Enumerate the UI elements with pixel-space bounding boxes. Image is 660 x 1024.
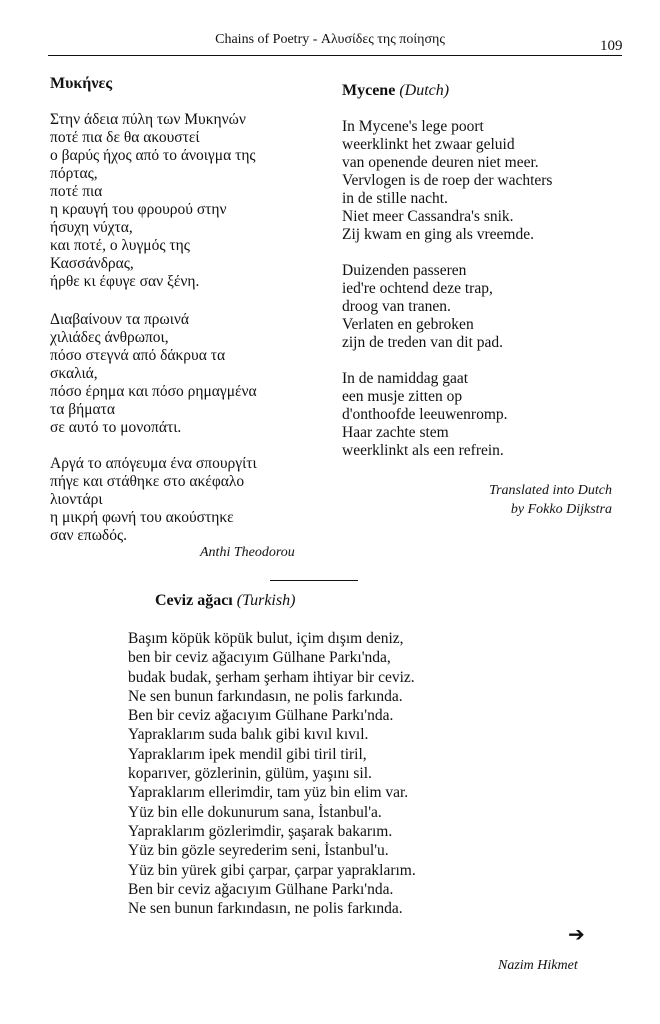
poem-line: Αργά το απόγευμα ένα σπουργίτι: [50, 455, 257, 472]
poem-line: Yapraklarım ipek mendil gibi tiril tiril,: [128, 745, 367, 763]
dutch-stanza-2: [342, 262, 503, 352]
poem-line: Vervlogen is de roep der wachters: [342, 172, 553, 189]
poem-line: ποτέ πια: [50, 183, 103, 200]
dutch-translator-credit: [420, 481, 612, 519]
poem-line: Duizenden passeren: [342, 262, 467, 279]
turkish-title-text: Ceviz ağacı: [155, 592, 233, 609]
dutch-stanza-1: [342, 118, 552, 244]
poem-line: πόρτας,: [50, 165, 98, 182]
poem-line: Yapraklarım gözlerimdir, şaşarak bakarım.: [128, 822, 393, 840]
poem-line: ποτέ πια δε θα ακουστεί: [50, 129, 200, 146]
greek-stanza-3: [50, 455, 257, 545]
poem-line: Yüz bin elle dokunurum sana, İstanbul'a.: [128, 803, 382, 821]
greek-stanza-1: [50, 111, 256, 291]
dutch-poem-title: [342, 82, 449, 100]
poem-line: droog van tranen.: [342, 298, 451, 315]
poem-line: koparıver, gözlerinin, gülüm, yaşını sil.: [128, 765, 372, 783]
header-rule: [48, 55, 622, 56]
poem-line: Niet meer Cassandra's snik.: [342, 208, 514, 225]
poem-line: Yapraklarım suda balık gibi kıvıl kıvıl.: [128, 726, 369, 744]
poem-line: Verlaten en gebroken: [342, 316, 474, 333]
greek-stanza-2: [50, 311, 257, 437]
turkish-author: Nazim Hikmet: [498, 958, 578, 973]
poem-line: και ποτέ, ο λυγμός της: [50, 237, 190, 254]
running-header: Chains of Poetry - Αλυσίδες της ποίησης: [215, 32, 445, 47]
poem-line: Yapraklarım ellerimdir, tam yüz bin elim var.: [128, 784, 409, 802]
poem-line: Ben bir ceviz ağacıyım Gülhane Parkı'nda.: [128, 707, 394, 725]
translator-credit-line: by Fokko Dijkstra: [510, 502, 612, 517]
poem-line: τα βήματα: [50, 401, 115, 418]
poem-line: λιοντάρι: [50, 491, 103, 508]
poem-line: een musje zitten op: [342, 388, 463, 405]
greek-poem-title: Μυκήνες: [50, 75, 113, 92]
poem-line: Zij kwam en ging als vreemde.: [342, 226, 534, 243]
poem-line: Διαβαίνουν τα πρωινά: [50, 311, 190, 328]
poem-line: Yüz bin yürek gibi çarpar, çarpar yapraklarım.: [128, 861, 416, 879]
poem-line: σαν επωδός.: [50, 527, 127, 544]
poem-line: ήσυχη νύχτα,: [50, 219, 133, 236]
poem-line: Haar zachte stem: [342, 424, 449, 441]
poem-line: Başım köpük köpük bulut, içim dışım deniz,: [128, 630, 404, 647]
turkish-poem-title: [155, 592, 295, 610]
poem-line: σκαλιά,: [50, 365, 98, 382]
poem-line: In de namiddag gaat: [342, 370, 469, 387]
poem-line: weerklinkt als een refrein.: [342, 442, 504, 459]
greek-author: Anthi Theodorou: [200, 545, 295, 560]
poem-line: Στην άδεια πύλη των Μυκηνών: [50, 111, 246, 128]
translator-credit-line: Translated into Dutch: [489, 483, 612, 498]
poem-line: η κραυγή του φρουρού στην: [50, 201, 227, 218]
dutch-title-text: Mycene: [342, 82, 396, 99]
poem-line: weerklinkt het zwaar geluid: [342, 136, 515, 153]
poem-line: Ne sen bunun farkındasın, ne polis farkında.: [128, 687, 403, 705]
poem-line: πόσο έρημα και πόσο ρημαγμένα: [50, 383, 257, 400]
section-divider: [270, 580, 358, 581]
poem-line: ο βαρύς ήχος από το άνοιγμα της: [50, 147, 256, 164]
poem-line: Yüz bin gözle seyrederim seni, İstanbul'u.: [128, 842, 389, 860]
poem-line: d'onthoofde leeuwenromp.: [342, 406, 508, 423]
dutch-stanza-3: [342, 370, 508, 460]
poem-line: In Mycene's lege poort: [342, 118, 484, 135]
turkish-language-label: (Turkish): [236, 592, 296, 609]
poem-line: ben bir ceviz ağacıyım Gülhane Parkı'nda,: [128, 649, 391, 667]
poem-line: in de stille nacht.: [342, 190, 448, 207]
poem-line: budak budak, şerham şerham ihtiyar bir ceviz.: [128, 668, 415, 686]
poem-line: σε αυτό το μονοπάτι.: [50, 419, 182, 436]
poem-line: χιλιάδες άνθρωποι,: [50, 329, 169, 346]
poem-line: Ne sen bunun farkındasın, ne polis farkında.: [128, 900, 403, 918]
poem-line: zijn de treden van dit pad.: [342, 334, 503, 351]
poem-line: van openende deuren niet meer.: [342, 154, 539, 171]
poem-line: ied're ochtend deze trap,: [342, 280, 493, 297]
poem-line: πήγε και στάθηκε στο ακέφαλο: [50, 473, 245, 490]
poem-line: Ben bir ceviz ağacıyım Gülhane Parkı'nda.: [128, 880, 394, 898]
dutch-language-label: (Dutch): [399, 82, 450, 99]
poem-line: η μικρή φωνή του ακούστηκε: [50, 509, 234, 526]
continue-arrow-icon: ➔: [568, 924, 585, 946]
poem-line: πόσο στεγνά από δάκρυα τα: [50, 347, 226, 364]
turkish-poem-body: [128, 629, 416, 918]
poem-line: Κασσάνδρας,: [50, 255, 134, 272]
poem-line: ήρθε κι έφυγε σαν ξένη.: [50, 273, 200, 290]
page-number: 109: [600, 38, 623, 54]
